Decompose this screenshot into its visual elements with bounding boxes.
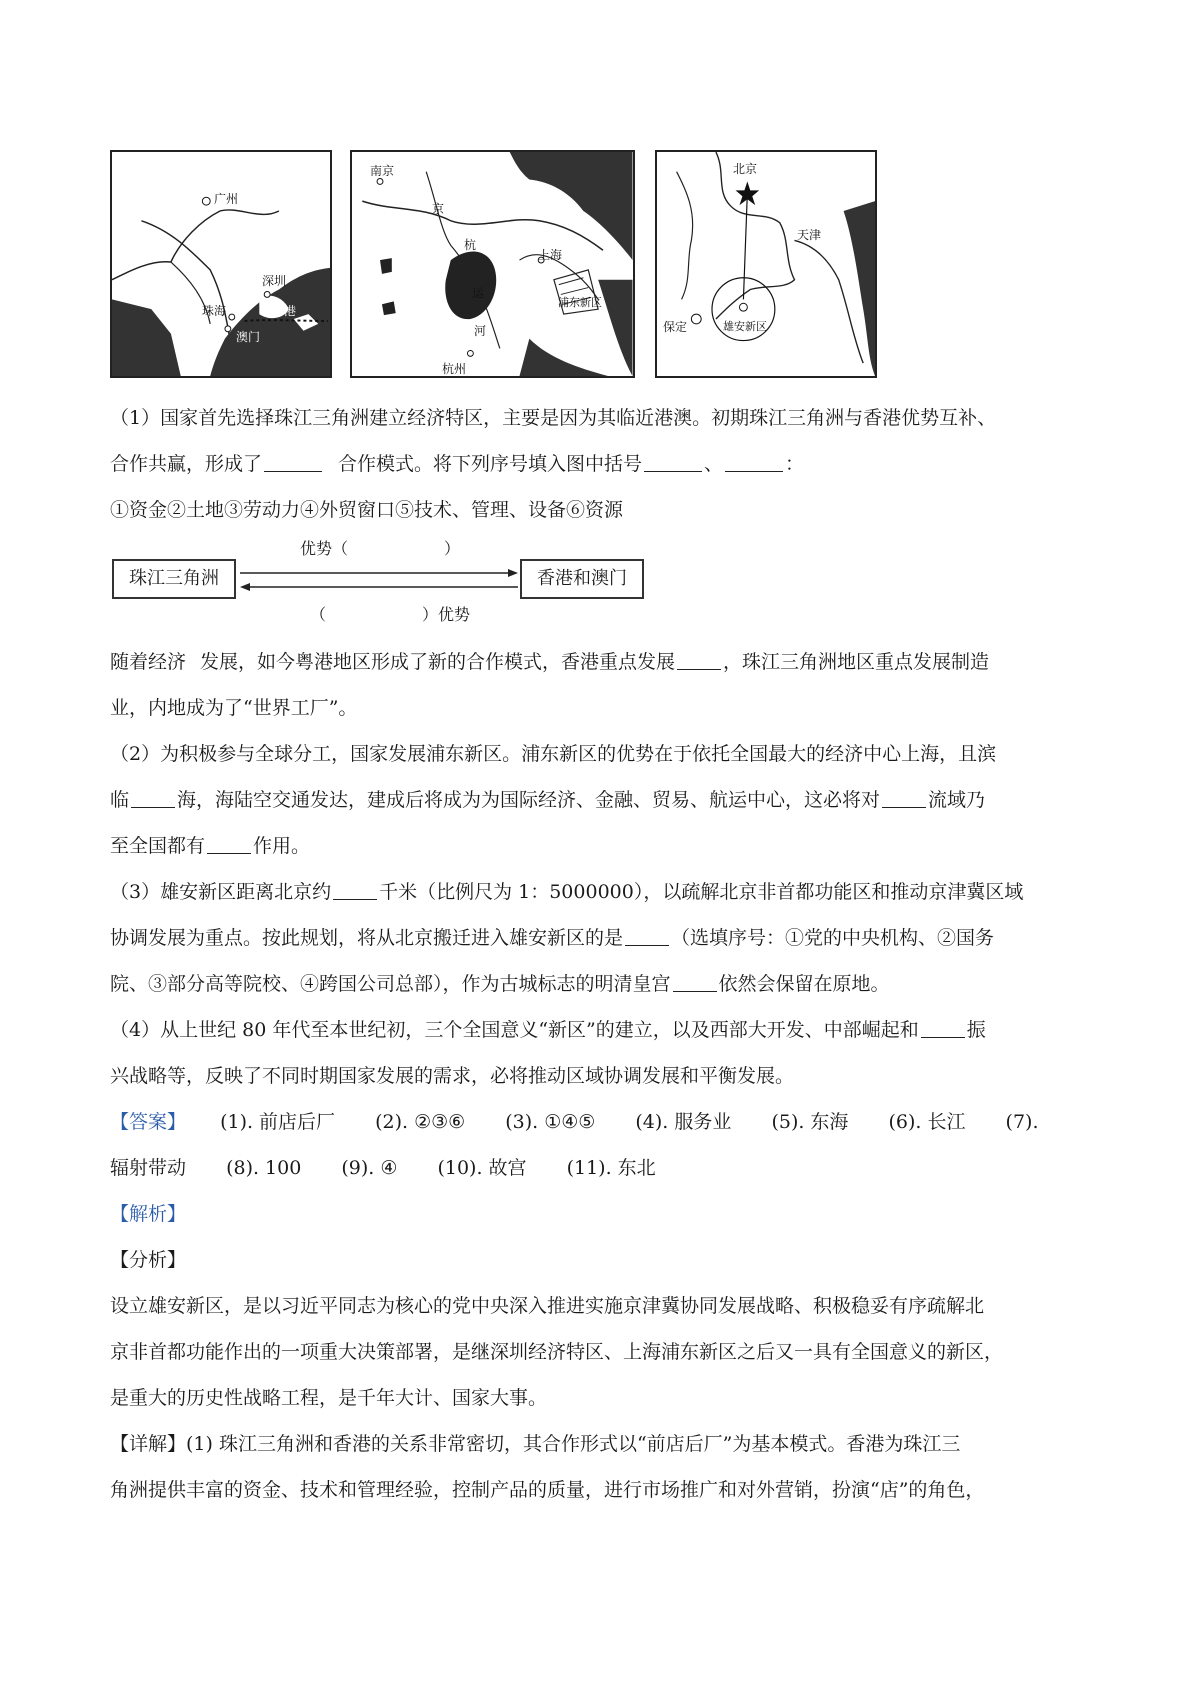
fenxi-line: 京非首都功能作出的一项重大决策部署，是继深圳经济特区、上海浦东新区之后又一具有全国意义的新区，: [110, 1341, 1004, 1363]
q1-line2d: ：: [785, 453, 805, 475]
map2-label-yun: 运: [472, 286, 485, 300]
map3-label-baoding: 保定: [663, 320, 688, 334]
answer-item: (11). 东北: [566, 1157, 656, 1179]
q3-line1: [110, 869, 1100, 915]
q3-line1b: 千米（比例尺为 1：5000000），以疏解北京非首都功能区和推动京津冀区域: [379, 881, 1024, 903]
q2-line2c: 流域乃: [928, 789, 986, 811]
blank-9[interactable]: [625, 923, 669, 946]
q2-line3a: 至全国都有: [110, 835, 206, 857]
q4-line1: [110, 1007, 1100, 1053]
answer-item: (3). ①④⑤: [505, 1111, 596, 1133]
blank-10[interactable]: [673, 969, 717, 992]
q1-line3: [110, 639, 1100, 685]
map2-label-jing: 京: [432, 202, 445, 216]
detail-line2: 角洲提供丰富的资金、技术和管理经验，控制产品的质量，进行市场推广和对外营销，扮演“店”的角色，: [110, 1479, 985, 1501]
answer-tag: 【答案】: [110, 1111, 187, 1133]
q2-line3: [110, 823, 1100, 869]
detail-line1-text: (1) 珠江三角洲和香港的关系非常密切，其合作形式以“前店后厂”为基本模式。香港为珠江三: [186, 1433, 961, 1455]
map1-label-guangzhou: 广州: [214, 192, 239, 206]
q3-line3a: 院、③部分高等院校、④跨国公司总部），作为古城标志的明清皇宫: [110, 973, 671, 995]
answer-item: (4). 服务业: [635, 1111, 732, 1133]
q1-options: ①资金②土地③劳动力④外贸窗口⑤技术、管理、设备⑥资源: [110, 499, 624, 521]
q3-line1a: （3）雄安新区距离北京约: [110, 881, 332, 903]
q4-line1b: 振: [966, 1019, 986, 1041]
map2-label-he: 河: [474, 324, 487, 338]
map3-label-xiongan: 雄安新区: [723, 320, 767, 333]
blank-5[interactable]: [131, 785, 175, 808]
map1-label-hongkong: 香港: [272, 304, 297, 318]
blank-8[interactable]: [333, 877, 377, 900]
q1-line2: [110, 441, 1100, 487]
blank-3[interactable]: [725, 449, 783, 472]
answer-row-2: [110, 1145, 1100, 1191]
answer-item: (7).: [1005, 1111, 1039, 1133]
answer-row-1: [110, 1099, 1100, 1145]
map1-label-macau: 澳门: [236, 330, 261, 344]
map2-label-shanghai: 上海: [538, 248, 563, 262]
answer-item: (8). 100: [226, 1157, 302, 1179]
q3-line2b: （选填序号：①党的中央机构、②国务: [671, 927, 995, 949]
q2-line1: （2）为积极参与全球分工，国家发展浦东新区。浦东新区的优势在于依托全国最大的经济中心上海，且滨: [110, 743, 997, 765]
map3-label-beijing: 北京: [733, 162, 758, 176]
q1-line2c: 、: [704, 453, 724, 475]
q4-line1a: （4）从上世纪 80 年代至本世纪初，三个全国意义“新区”的建立，以及西部大开发、中部崛起和: [110, 1019, 919, 1041]
answer-item: (6). 长江: [888, 1111, 966, 1133]
q3-line3b: 依然会保留在原地。: [718, 973, 890, 995]
q1-line2b: 合作模式。将下列序号填入图中括号: [338, 453, 643, 475]
answer-item: (5). 东海: [771, 1111, 849, 1133]
analysis-tag: 【解析】: [110, 1203, 187, 1225]
q2-line2b: 海，海陆空交通发达，建成后将成为为国际经济、金融、贸易、航运中心，这必将对: [177, 789, 881, 811]
map1-drawing: [112, 152, 330, 376]
q3-line3: [110, 961, 1100, 1007]
answer-item: (2). ②③⑥: [375, 1111, 466, 1133]
fenxi-line: 是重大的历史性战略工程，是千年大计、国家大事。: [110, 1387, 548, 1409]
map3-drawing: [657, 152, 875, 376]
map2-drawing: [352, 152, 633, 376]
map2-label-pudong: 浦东新区: [558, 296, 602, 309]
map-pearl-river-delta: [110, 150, 332, 378]
blank-2[interactable]: [644, 449, 702, 472]
map-figures: [110, 150, 945, 378]
blank-7[interactable]: [207, 831, 251, 854]
q1-line4: 业，内地成为了“世界工厂”。: [110, 697, 358, 719]
question-content: [110, 395, 1100, 1513]
map-yangtze-delta: [350, 150, 635, 378]
flow-top-label: 优势（ ）: [300, 539, 461, 558]
q3-line2: [110, 915, 1100, 961]
flow-box-prd: 珠江三角洲: [112, 559, 236, 599]
q4-line2: 兴战略等，反映了不同时期国家发展的需求，必将推动区域协调发展和平衡发展。: [110, 1065, 795, 1087]
flow-box-hk-macau: 香港和澳门: [520, 559, 644, 599]
cooperation-flow-diagram: [110, 539, 670, 635]
map2-label-hangzhou: 杭州: [442, 362, 467, 376]
blank-11[interactable]: [921, 1015, 965, 1038]
detail-tag: 【详解】: [110, 1433, 187, 1455]
map-xiongan: [655, 150, 877, 378]
q1-line3a: 随着经济: [110, 651, 187, 673]
q1-line3c: ，珠江三角洲地区重点发展制造: [723, 651, 990, 673]
answer-item: 辐射带动: [110, 1157, 187, 1179]
map3-label-tianjin: 天津: [797, 228, 822, 242]
q1-line2a: 合作共赢，形成了: [110, 453, 263, 475]
blank-4[interactable]: [677, 647, 721, 670]
q3-line2a: 协调发展为重点。按此规划，将从北京搬迁进入雄安新区的是: [110, 927, 624, 949]
q1-line3b: 发展，如今粤港地区形成了新的合作模式，香港重点发展: [200, 651, 676, 673]
q1-line1: （1）国家首先选择珠江三角洲建立经济特区，主要是因为其临近港澳。初期珠江三角洲与香港优势互补、: [110, 407, 997, 429]
answer-item: (10). 故宫: [437, 1157, 527, 1179]
detail-line1: [110, 1421, 1100, 1467]
flow-bottom-label: （ ）优势: [310, 605, 471, 624]
answer-item: (9). ④: [341, 1157, 398, 1179]
q2-line2: [110, 777, 1100, 823]
map1-label-zhuhai: 珠海: [202, 304, 227, 318]
blank-6[interactable]: [882, 785, 926, 808]
answer-item: (1). 前店后厂: [220, 1111, 336, 1133]
map2-label-nanjing: 南京: [370, 164, 395, 178]
q2-line3b: 作用。: [253, 835, 311, 857]
map1-label-shenzhen: 深圳: [262, 274, 287, 288]
blank-1[interactable]: [264, 449, 322, 472]
q2-line2a: 临: [110, 789, 130, 811]
fenxi-tag: 【分析】: [110, 1249, 187, 1271]
fenxi-line: 设立雄安新区，是以习近平同志为核心的党中央深入推进实施京津冀协同发展战略、积极稳妥有序疏解北: [110, 1295, 985, 1317]
map2-label-hang: 杭: [464, 238, 477, 252]
